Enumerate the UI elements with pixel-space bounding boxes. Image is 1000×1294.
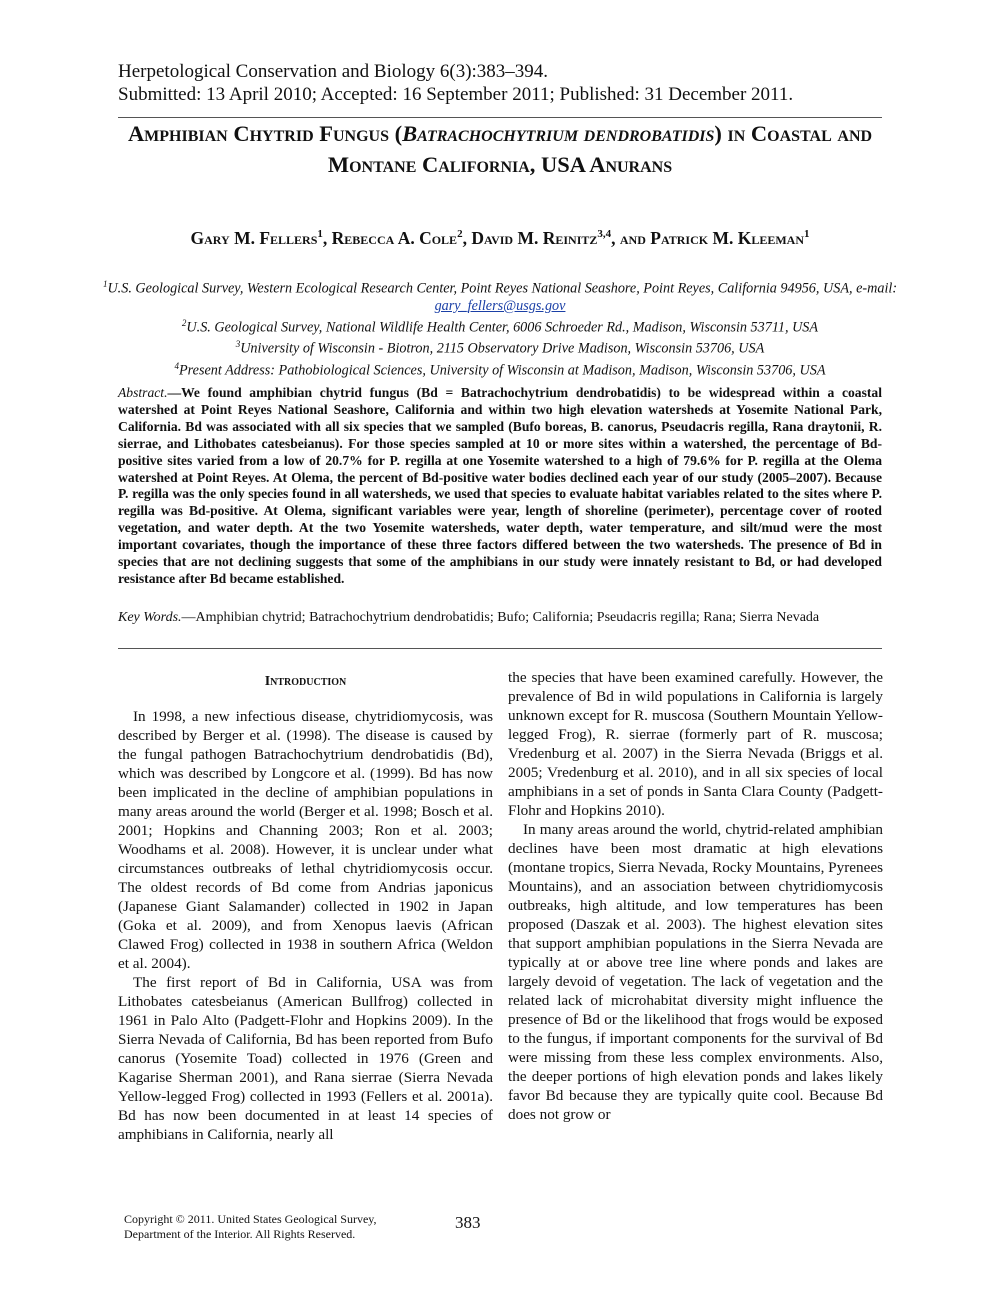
copyright-line: Department of the Interior. All Rights Reserved. xyxy=(124,1227,356,1241)
submission-dates: Submitted: 13 April 2010; Accepted: 16 September 2011; Published: 31 December 2011. xyxy=(118,84,794,105)
affiliation-2 xyxy=(100,315,900,337)
abstract-label: Abstract. xyxy=(118,385,168,400)
body-column-left xyxy=(118,668,493,1144)
page-number: 383 xyxy=(455,1213,481,1232)
keywords-text: —Amphibian chytrid; Batrachochytrium dendrobatidis; Bufo; California; Pseudacris regilla; Rana; Sierra Nevada xyxy=(181,610,820,625)
author-separator: , and xyxy=(611,228,651,248)
affiliation-3 xyxy=(100,336,900,358)
section-heading: Introduction xyxy=(264,674,347,689)
affiliation-mark: 3 xyxy=(235,339,241,350)
affiliation-1 xyxy=(100,276,900,315)
copyright-line: Copyright © 2011. United States Geological Survey, xyxy=(124,1212,377,1226)
affiliation-mark: 2 xyxy=(181,317,187,328)
author-affil-mark: 1 xyxy=(317,228,323,241)
affiliation-mark: 1 xyxy=(102,279,108,289)
affiliation-text: U.S. Geological Survey, National Wildlife Health Center, 6006 Schroeder Rd., Madison, Wisconsin 53711, USA xyxy=(186,319,819,336)
email-link[interactable]: gary_fellers@usgs.gov xyxy=(434,297,566,314)
affiliation-4 xyxy=(100,358,900,380)
author-name: David M. Reinitz xyxy=(471,228,598,248)
author-name: Patrick M. Kleeman xyxy=(650,228,804,248)
author-list xyxy=(80,228,920,249)
affiliation-text: Present Address: Pathobiological Sciences, University of Wisconsin at Madison, Madison, Wisconsin 53706, USA xyxy=(178,362,826,379)
keywords xyxy=(118,609,882,626)
author-name: Rebecca A. Cole xyxy=(331,228,458,248)
keywords-label: Key Words. xyxy=(118,610,182,625)
author-affil-mark: 2 xyxy=(457,228,463,241)
paper-title xyxy=(100,118,900,180)
abstract-text: —We found amphibian chytrid fungus (Bd = Batrachochytrium dendrobatidis) to be widespread within a coastal watershed at Point Reyes National Seashore, California and within two high elevation watersheds at Yosemite National Park, California. Bd was associated with all six species that we sampled (Bufo boreas, B. canorus, Pseudacris regilla, Rana draytonii, R. sierrae, and Lithobates catesbeianus). For those species sampled at 10 or more sites within a watershed, the percentage of Bd-positive sites varied from a low of 20.7% for P. regilla at one Yosemite watershed to a high of 79.6% for P. regilla at the Olema watershed at Point Reyes. At Olema, the percent of Bd-positive water bodies declined each year of our study (2005–2007). Because P. regilla was the only species found in all watersheds, we used that species to evaluate habitat variables related to the sites where P. regilla was Bd-positive. At Olema, significant variables were year, length of shoreline (perimeter), percentage cover of rooted vegetation, and water depth. At the two Yosemite watersheds, water depth, water temperature, and silt/mud were the most important covariates, though the importance of these three factors differed between the two watersheds. The presence of Bd in species that are not declining suggests that some of the amphibians in our study were innately resistant to Bd, or had developed resistance after Bd became established. xyxy=(118,385,882,586)
affiliation-mark: 4 xyxy=(174,361,179,372)
affiliation-text: U.S. Geological Survey, Western Ecological Research Center, Point Reyes National Seashore, Point Reyes, California 94956, USA, e-mail: xyxy=(107,280,898,297)
author-name: Gary M. Fellers xyxy=(190,228,318,248)
journal-header xyxy=(118,60,793,106)
body-paragraph: The first report of Bd in California, USA was from Lithobates catesbeianus (American Bullfrog) collected in 1961 in Palo Alto (Padgett-Flohr and Hopkins 2009). In the Sierra Nevada of California, Bd has been reported from Bufo canorus (Yosemite Toad) collected in 1976 (Green and Kagarise Sherman 2001), and Rana sierrae (Sierra Nevada Yellow-legged Frog) collected in 1993 (Fellers et al. 2001a). Bd has now been documented in at least 14 species of amphibians in California, nearly all xyxy=(118,974,493,1143)
author-separator: , xyxy=(462,228,472,248)
author-affil-mark: 3,4 xyxy=(597,228,612,241)
affiliations xyxy=(100,276,900,380)
copyright-notice xyxy=(124,1212,377,1242)
author-separator: , xyxy=(322,228,332,248)
body-paragraph: In 1998, a new infectious disease, chytridiomycosis, was described by Berger et al. (1998). The disease is caused by the fungal pathogen Batrachochytrium dendrobatidis (Bd), which was described by Longcore et al. (1999). Bd has now been implicated in the decline of amphibian populations in many areas around the world (Berger et al. 1998; Bosch et al. 2001; Hopkins and Channing 2003; Ron et al. 2003; Woodhams et al. 2008). However, it is unclear under what circumstances outbreaks of lethal chytridiomycosis occur. The oldest records of Bd come from Andrias japonicus (Japanese Giant Salamander) collected in 1902 in Japan (Goka et al. 2009), and from Xenopus laevis (African Clawed Frog) collected in 1938 in southern Africa (Weldon et al. 2004). xyxy=(118,708,493,972)
title-part-1: Amphibian Chytrid Fungus ( xyxy=(127,121,403,146)
affiliation-text: University of Wisconsin - Biotron, 2115 Observatory Drive Madison, Wisconsin 53706, USA xyxy=(240,341,765,358)
journal-citation: Herpetological Conservation and Biology 6(3):383–394. xyxy=(118,61,549,82)
body-paragraph: the species that have been examined carefully. However, the prevalence of Bd in wild populations in California is largely unknown except for R. muscosa (Southern Mountain Yellow-legged Frog), R. sierrae (formerly part of R. muscosa; Vredenburg et al. 2007) in the Sierra Nevada (Briggs et al. 2005; Vredenburg et al. 2010), and in all six species of local amphibians in a set of ponds in Santa Clara County (Padgett-Flohr and Hopkins 2010). xyxy=(508,669,883,819)
author-affil-mark: 1 xyxy=(804,228,810,241)
section-rule xyxy=(118,648,882,649)
abstract xyxy=(118,385,882,588)
title-species-name: Batrachochytrium dendrobatidis xyxy=(402,121,715,146)
body-column-right xyxy=(508,668,883,1124)
title-part-3: ) in Coastal and Montane California, USA Anurans xyxy=(327,121,873,177)
body-paragraph: In many areas around the world, chytrid-related amphibian declines have been most dramatic at high elevations (montane tropics, Sierra Nevada, Rocky Mountains, Pyrenees Mountains), and an association between chytridiomycosis outbreaks, high altitude, and low temperatures has been proposed (Daszak et al. 2003). The highest elevation sites that support amphibian populations in the Sierra Nevada are typically at or above tree line where ponds and lakes are largely devoid of vegetation. The lack of vegetation and the related lack of microhabitat diversity might influence the presence of Bd or the likelihood that frogs would be exposed to the fungus, if important components for the survival of Bd were missing from these less complex environments. Also, the deeper portions of high elevation ponds and lakes likely favor Bd because they are typically quite cool. Because Bd does not grow or xyxy=(508,821,883,1123)
